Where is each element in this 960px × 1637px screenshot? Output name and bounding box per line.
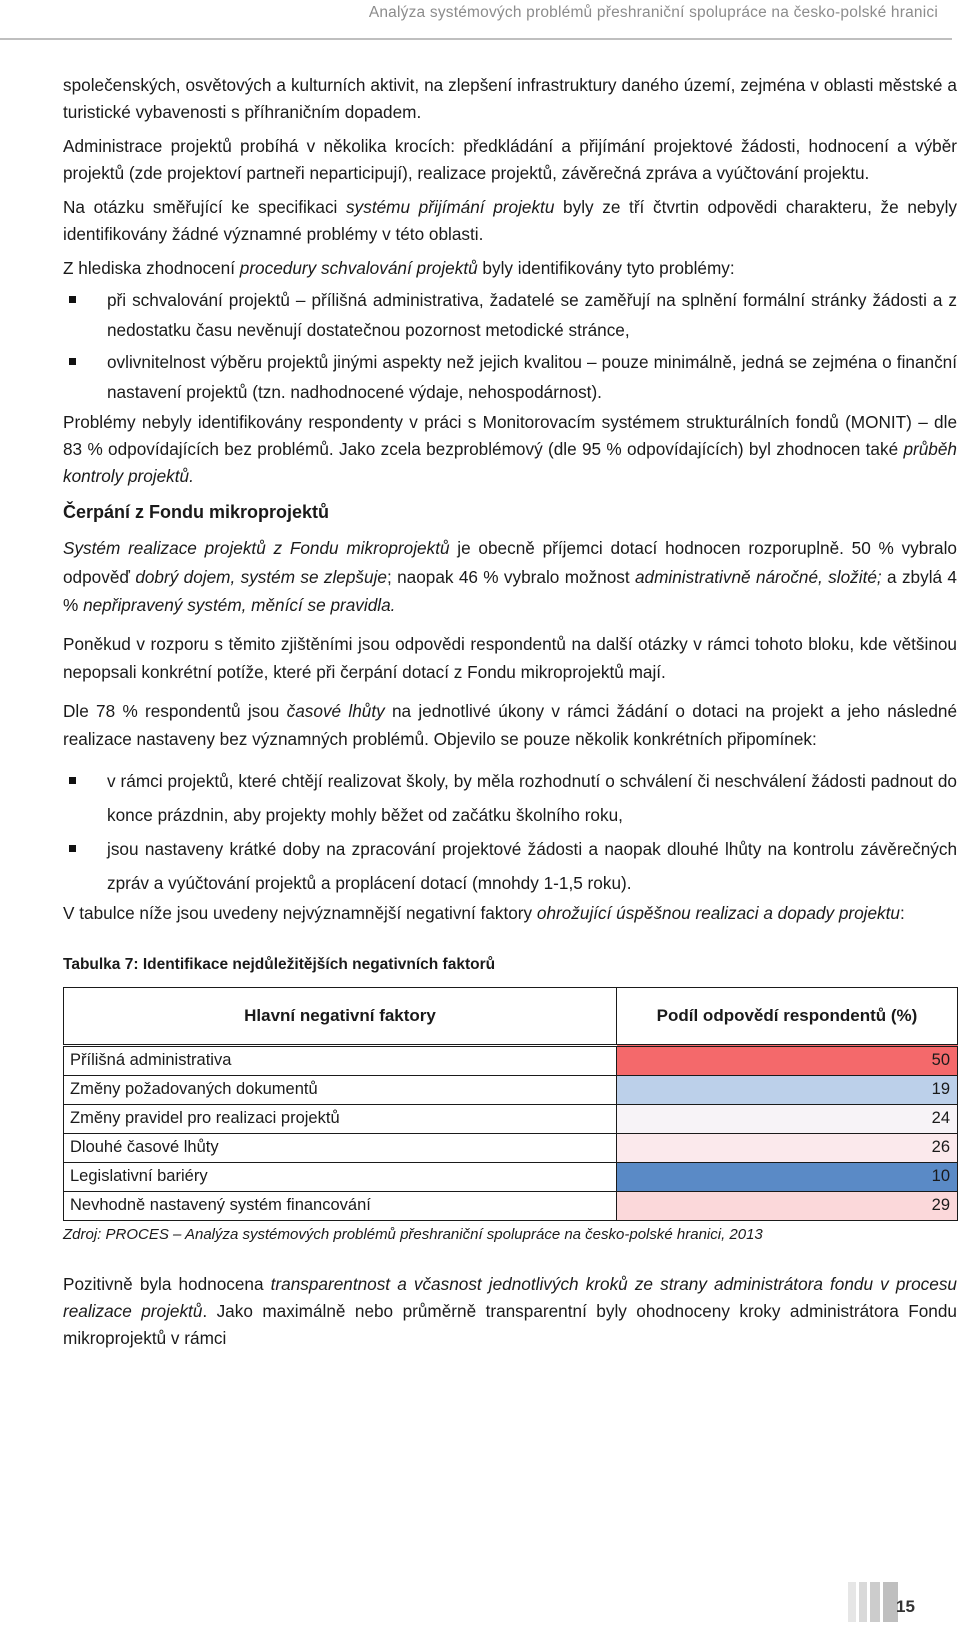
text-run: Pozitivně byla hodnocena	[63, 1273, 271, 1294]
footer-bar	[859, 1582, 867, 1622]
table-caption: Tabulka 7: Identifikace nejdůležitějších negativních faktorů	[63, 955, 496, 973]
text-run: . Jako maximálně nebo průměrně transparentní byly ohodnoceny kroky administrátora Fondu mikroprojektů v rámci	[63, 1300, 957, 1348]
table-row	[64, 1191, 958, 1220]
list-item-text: ovlivnitelnost výběru projektů jinými aspekty než jejich kvalitou – pouze minimálně, jedná se zejména o finanční nastavení projektů (tzn. nadhodnocené výdaje, nehospodárnost).	[107, 352, 957, 402]
text-run: Na otázku směřující ke specifikaci	[63, 197, 347, 217]
text-run: na jednotlivé úkony v rámci žádání o dotaci na projekt a jeho následné realizace nastaveny bez významných problémů. Objevilo se pouze několik konkrétních připomínek:	[63, 700, 957, 749]
paragraph-4	[63, 255, 957, 282]
column-header-share: Podíl odpovědí respondentů (%)	[617, 987, 958, 1045]
list-item-text: při schvalování projektů – přílišná administrativa, žadatelé se zaměřují na splnění formální stránky žádosti a z nedostatku času nevěnují dostatečnou pozornost metodické stránce,	[107, 290, 957, 340]
factor-label: Změny požadovaných dokumentů	[64, 1075, 617, 1104]
paragraph-5	[63, 409, 957, 490]
text-run: Problémy nebyly identifikovány respondenty v práci s Monitorovacím systémem strukturálních fondů (MONIT) – dle 83 % odpovídajících bez problémů. Jako zcela bezproblémový (dle 95 % odpovídajících) byl zhodnocen také	[63, 412, 957, 459]
table-source: Zdroj: PROCES – Analýza systémových problémů přeshraniční spolupráce na česko-polské hranici, 2013	[63, 1225, 763, 1243]
factor-label: Legislativní bariéry	[64, 1162, 617, 1191]
factor-label: Nevhodně nastavený systém financování	[64, 1191, 617, 1220]
paragraph-8	[63, 697, 957, 754]
emphasis: transparentnost a včasnost jednotlivých kroků ze strany administrátora fondu v procesu realizace projektů	[63, 1273, 957, 1321]
paragraph-9	[63, 900, 957, 927]
emphasis: administrativně náročné, složité;	[635, 566, 882, 587]
paragraph-3	[63, 194, 957, 248]
negative-factors-table	[63, 987, 958, 1221]
footer-bar	[848, 1582, 856, 1622]
list-item	[63, 764, 957, 832]
table-row	[64, 1104, 958, 1133]
list-item	[63, 832, 957, 900]
footer-bar	[870, 1582, 880, 1622]
footer-decoration	[848, 1582, 898, 1622]
bullet-square-icon	[69, 296, 76, 303]
emphasis: nepřipravený systém, měnící se pravidla.	[83, 595, 396, 615]
paragraph-6	[63, 534, 957, 620]
factor-share: 29	[617, 1191, 958, 1220]
paragraph-2: Administrace projektů probíhá v několika krocích: předkládání a přijímání projektové žádosti, hodnocení a výběr projektů (zde projektoví partneři neparticipují), realizace projektů, závěrečná zpráva a vyúčtování projektu.	[63, 136, 957, 183]
page-number: 15	[896, 1597, 915, 1616]
text-run: ; naopak 46 % vybralo možnost	[386, 566, 635, 587]
bullet-square-icon	[69, 358, 76, 365]
factor-label: Přílišná administrativa	[64, 1045, 617, 1075]
list-item-text: jsou nastaveny krátké doby na zpracování projektové žádosti a naopak dlouhé lhůty na kontrolu závěrečných zpráv a vyúčtování projektů a proplácení dotací (mnohdy 1-1,5 roku).	[107, 838, 957, 893]
table-row	[64, 1045, 958, 1075]
emphasis: časové lhůty	[286, 700, 385, 721]
running-title: Analýza systémových problémů přeshraniční spolupráce na česko-polské hranici	[368, 4, 938, 21]
emphasis: procedury schvalování projektů	[239, 258, 478, 278]
text-run: Dle 78 % respondentů jsou	[63, 700, 287, 721]
text-run: :	[899, 902, 905, 923]
factor-share: 24	[617, 1104, 958, 1133]
bullet-list-2	[63, 764, 957, 900]
bullet-square-icon	[69, 845, 76, 852]
factor-share: 10	[617, 1162, 958, 1191]
paragraph-7: Poněkud v rozporu s těmito zjištěními jsou odpovědi respondentů na další otázky v rámci tohoto bloku, kde většinou nepopsali konkrétní potíže, které při čerpání dotací z Fondu mikroprojektů mají.	[63, 633, 957, 682]
paragraph-10	[63, 1271, 957, 1352]
emphasis: ohrožující úspěšnou realizaci a dopady projektu	[536, 902, 900, 923]
list-item-text: v rámci projektů, které chtějí realizovat školy, by měla rozhodnutí o schválení či neschválení žádosti padnout do konce prázdnin, aby projekty mohly běžet od začátku školního roku,	[107, 770, 957, 825]
list-item	[63, 347, 957, 407]
factor-share: 19	[617, 1075, 958, 1104]
table-row	[64, 1075, 958, 1104]
bullet-list-1	[63, 285, 957, 407]
factor-share: 50	[617, 1045, 958, 1075]
factor-label: Dlouhé časové lhůty	[64, 1133, 617, 1162]
emphasis: Systém realizace projektů z Fondu mikroprojektů	[63, 538, 450, 558]
page-header	[0, 0, 952, 40]
text-run: a zbylá 4 %	[63, 566, 957, 615]
text-run: byly ze tří čtvrtin odpovědi charakteru, že nebyly identifikovány žádné významné problémy v této oblasti.	[63, 197, 958, 244]
paragraph-1: společenských, osvětových a kulturních aktivit, na zlepšení infrastruktury daného území, zejména v oblasti městské a turistické vybavenosti s příhraničním dopadem.	[63, 75, 957, 122]
factor-label: Změny pravidel pro realizaci projektů	[64, 1104, 617, 1133]
bullet-square-icon	[69, 777, 76, 784]
emphasis: průběh kontroly projektů.	[63, 439, 957, 486]
text-run: byly identifikovány tyto problémy:	[477, 258, 735, 278]
document-body	[63, 72, 957, 1359]
section-heading: Čerpání z Fondu mikroprojektů	[63, 502, 330, 522]
table-row	[64, 1162, 958, 1191]
list-item	[63, 285, 957, 345]
text-run: Z hlediska zhodnocení	[63, 258, 240, 278]
emphasis: systému přijímání projektu	[346, 197, 555, 217]
text-run: je obecně příjemci dotací hodnocen rozporuplně. 50 % vybralo odpověď	[63, 538, 957, 587]
table-header-row	[64, 987, 958, 1045]
text-run: V tabulce níže jsou uvedeny nejvýznamnější negativní faktory	[63, 902, 537, 923]
emphasis: dobrý dojem, systém se zlepšuje	[135, 566, 387, 587]
table-row	[64, 1133, 958, 1162]
column-header-factors: Hlavní negativní faktory	[64, 987, 617, 1045]
factor-share: 26	[617, 1133, 958, 1162]
